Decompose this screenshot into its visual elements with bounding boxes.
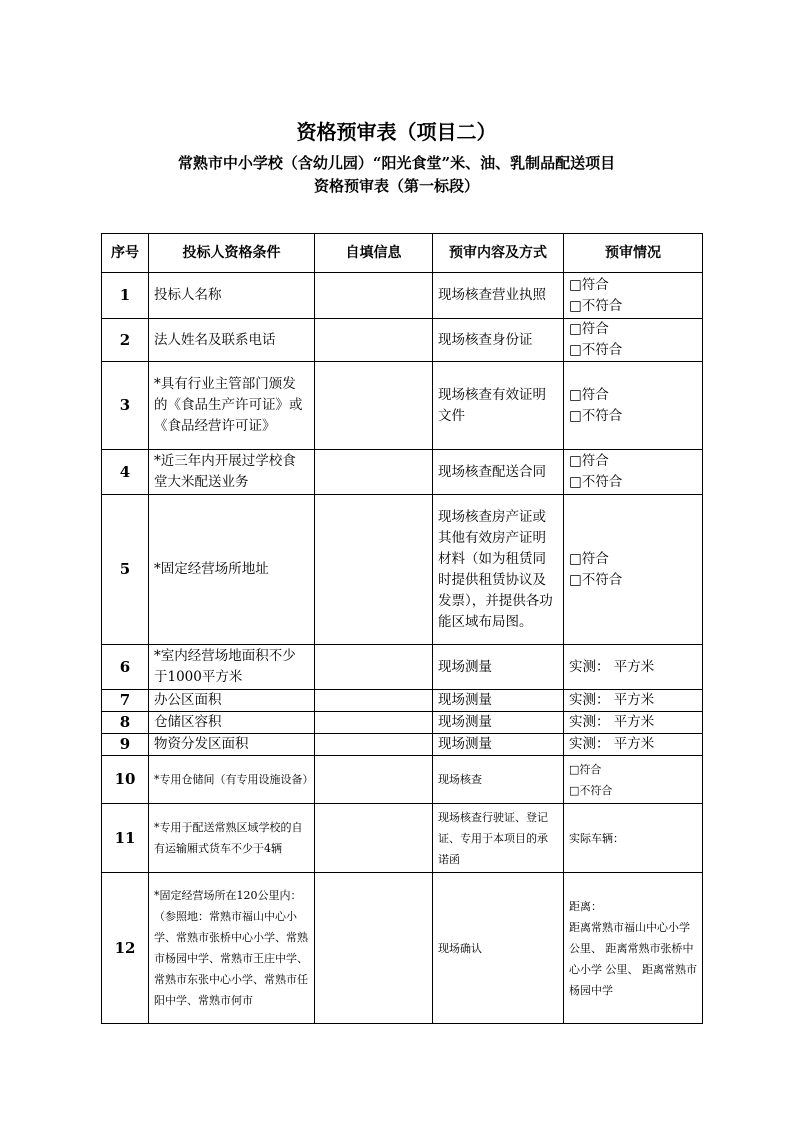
check-fail[interactable]: □不符合 (569, 407, 623, 424)
table-row (102, 319, 703, 362)
method-cell: 现场测量 (433, 690, 564, 712)
check-fail[interactable]: □不符合 (569, 571, 623, 588)
result-cell (564, 495, 703, 645)
check-pass[interactable]: □符合 (569, 453, 609, 469)
header-no: 序号 (102, 234, 149, 273)
method-cell: 现场核查 (433, 756, 564, 804)
self-info-cell[interactable] (315, 450, 433, 495)
table-row (102, 734, 703, 756)
row-number: 3 (102, 362, 149, 450)
method-cell: 现场核查身份证 (433, 319, 564, 362)
table-row (102, 645, 703, 690)
row-number: 4 (102, 450, 149, 495)
table-row (102, 273, 703, 319)
self-info-cell[interactable] (315, 756, 433, 804)
measured-area[interactable]: 实测： 平方米 (569, 692, 655, 708)
condition-cell: *固定经营场所在120公里内：（参照地：常熟市福山中心小学、常熟市张桥中心小学、常熟市杨园中学、常熟市王庄中学、常熟市东张中心小学、常熟市任阳中学、常熟市何市 (149, 873, 315, 1024)
table-row (102, 495, 703, 645)
distance-field[interactable]: 距离常熟市杨园中学 (569, 962, 697, 997)
row-number: 12 (102, 873, 149, 1024)
condition-cell: 投标人名称 (149, 273, 315, 319)
self-info-cell[interactable] (315, 319, 433, 362)
self-info-cell[interactable] (315, 712, 433, 734)
self-info-cell[interactable] (315, 873, 433, 1024)
condition-cell: 物资分发区面积 (149, 734, 315, 756)
result-cell (564, 712, 703, 734)
table-row (102, 450, 703, 495)
check-pass[interactable]: □符合 (569, 276, 609, 293)
table-row (102, 690, 703, 712)
project-subtitle: 常熟市中小学校（含幼儿园）“阳光食堂”米、油、乳制品配送项目 (177, 154, 616, 172)
method-cell: 现场核查房产证或其他有效房产证明材料（如为租赁同时提供租赁协议及发票），并提供各功能区域布局图。 (433, 495, 564, 645)
result-cell (564, 690, 703, 712)
condition-cell: *具有行业主管部门颁发的《食品生产许可证》或《食品经营许可证》 (149, 362, 315, 450)
check-fail[interactable]: □不符合 (569, 474, 623, 490)
header-self-info: 自填信息 (315, 234, 433, 273)
check-pass[interactable]: □符合 (569, 550, 609, 567)
header-condition: 投标人资格条件 (149, 234, 315, 273)
self-info-cell[interactable] (315, 273, 433, 319)
condition-cell: *近三年内开展过学校食堂大米配送业务 (149, 450, 315, 495)
self-info-cell[interactable] (315, 495, 433, 645)
condition-cell: *专用仓储间（有专用设施设备） (149, 756, 315, 804)
result-cell (564, 873, 703, 1024)
distance-field[interactable]: 距离常熟市张桥中心小学 公里、 (569, 941, 694, 976)
table-row (102, 756, 703, 804)
method-cell: 现场测量 (433, 712, 564, 734)
check-fail[interactable]: □不符合 (569, 342, 623, 358)
result-cell (564, 734, 703, 756)
self-info-cell[interactable] (315, 690, 433, 712)
distance-label: 距离： (569, 899, 602, 913)
row-number: 10 (102, 756, 149, 804)
condition-cell: 仓储区容积 (149, 712, 315, 734)
method-cell: 现场核查有效证明文件 (433, 362, 564, 450)
prequalification-table (101, 233, 703, 1024)
method-cell: 现场核查营业执照 (433, 273, 564, 319)
table-row (102, 362, 703, 450)
table-row (102, 712, 703, 734)
result-cell (564, 450, 703, 495)
self-info-cell[interactable] (315, 645, 433, 690)
page-title: 资格预审表（项目二） (296, 120, 497, 144)
condition-cell: 办公区面积 (149, 690, 315, 712)
row-number: 9 (102, 734, 149, 756)
check-pass[interactable]: □符合 (569, 321, 609, 337)
header-result: 预审情况 (564, 234, 703, 273)
result-cell (564, 273, 703, 319)
method-cell: 现场核查配送合同 (433, 450, 564, 495)
row-number: 1 (102, 273, 149, 319)
method-cell: 现场测量 (433, 645, 564, 690)
self-info-cell[interactable] (315, 804, 433, 873)
check-pass[interactable]: □符合 (569, 762, 602, 776)
table-row (102, 873, 703, 1024)
method-cell: 现场测量 (433, 734, 564, 756)
measured-area[interactable]: 实测： 平方米 (569, 714, 655, 730)
result-cell (564, 756, 703, 804)
result-cell (564, 362, 703, 450)
table-header-row (102, 234, 703, 273)
row-number: 5 (102, 495, 149, 645)
row-number: 7 (102, 690, 149, 712)
lot-subtitle: 资格预审表（第一标段） (313, 177, 479, 195)
measured-area[interactable]: 实测： 平方米 (569, 736, 655, 752)
check-fail[interactable]: □不符合 (569, 297, 623, 314)
result-cell (564, 804, 703, 873)
vehicle-count[interactable]: 实际车辆： (569, 831, 624, 845)
row-number: 6 (102, 645, 149, 690)
measured-area[interactable]: 实测： 平方米 (569, 658, 655, 675)
check-fail[interactable]: □不符合 (569, 783, 613, 797)
distance-field[interactable]: 距离常熟市福山中心小学 公里、 (569, 920, 690, 955)
condition-cell: *固定经营场所地址 (149, 495, 315, 645)
table-row (102, 804, 703, 873)
row-number: 11 (102, 804, 149, 873)
header-method: 预审内容及方式 (433, 234, 564, 273)
check-pass[interactable]: □符合 (569, 386, 609, 403)
self-info-cell[interactable] (315, 362, 433, 450)
result-cell (564, 645, 703, 690)
condition-cell: *专用于配送常熟区域学校的自有运输厢式货车不少于4辆 (149, 804, 315, 873)
row-number: 8 (102, 712, 149, 734)
method-cell: 现场确认 (433, 873, 564, 1024)
condition-cell: 法人姓名及联系电话 (149, 319, 315, 362)
self-info-cell[interactable] (315, 734, 433, 756)
method-cell: 现场核查行驶证、登记证、专用于本项目的承诺函 (433, 804, 564, 873)
row-number: 2 (102, 319, 149, 362)
result-cell (564, 319, 703, 362)
condition-cell: *室内经营场地面积不少于1000平方米 (149, 645, 315, 690)
